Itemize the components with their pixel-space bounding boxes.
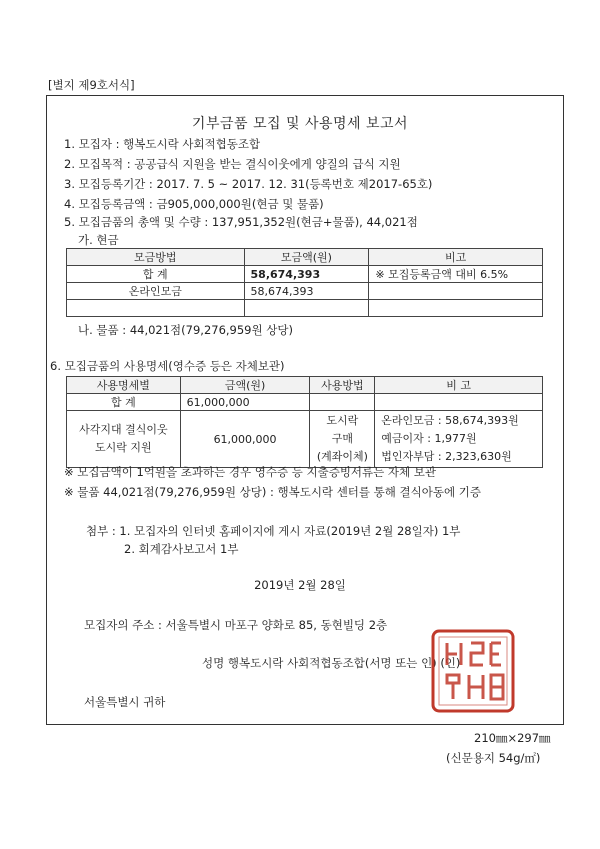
table-cell: 58,674,393 — [244, 283, 369, 300]
usage-table — [66, 376, 543, 468]
method-line: 구매 — [331, 432, 353, 445]
header-cell: 금액(원) — [180, 377, 310, 394]
table-row — [67, 411, 543, 468]
header-cell: 비 고 — [375, 377, 543, 394]
table-cell — [244, 300, 369, 317]
table-cell — [369, 300, 543, 317]
note-goods: ※ 물품 44,021점(79,276,959원 상당) : 행복도시락 센터를 통해 결식아동에 기증 — [64, 485, 481, 499]
table-cell — [67, 300, 245, 317]
cash-table-header — [67, 249, 543, 266]
recipient: 서울특별시 귀하 — [84, 695, 166, 709]
table-row — [67, 300, 543, 317]
table-row — [67, 283, 543, 300]
applicant-address: 모집자의 주소 : 서울특별시 마포구 양화로 85, 동현빌딩 2층 — [84, 618, 388, 632]
header-cell: 사용방법 — [310, 377, 375, 394]
usage-table-header — [67, 377, 543, 394]
method-line: 도시락 — [326, 414, 359, 427]
form-number-label: [별지 제9호서식] — [48, 78, 135, 92]
header-cell: 사용명세별 — [67, 377, 181, 394]
table-cell: 온라인모금 — [67, 283, 245, 300]
table-cell: 61,000,000 — [180, 394, 310, 411]
usage-name-line: 도시락 지원 — [95, 441, 152, 454]
note-line: 온라인모금 : 58,674,393원 — [381, 414, 519, 427]
attachment-1: 첨부 : 1. 모집자의 인터넷 홈페이지에 게시 자료(2019년 2월 28일자) 1부 — [86, 524, 461, 538]
header-cell: 비고 — [369, 249, 543, 266]
method-line: (계좌이체) — [316, 450, 368, 463]
item-purpose: 2. 모집목적 : 공공급식 지원을 받는 결식이웃에게 양질의 급식 지원 — [64, 157, 401, 171]
goods-line: 나. 물품 : 44,021점(79,276,959원 상당) — [78, 323, 293, 337]
attachment-2: 2. 회계감사보고서 1부 — [124, 542, 239, 556]
table-cell: 합 계 — [67, 266, 245, 283]
table-row — [67, 266, 543, 283]
table-cell: ※ 모집등록금액 대비 6.5% — [369, 266, 543, 283]
applicant-name: 성명 행복도시락 사회적협동조합(서명 또는 인) (인) — [202, 656, 461, 670]
cash-table — [66, 248, 543, 317]
paper-size: 210㎜×297㎜ — [474, 731, 551, 745]
header-cell: 모금액(원) — [244, 249, 369, 266]
table-cell — [369, 283, 543, 300]
usage-heading: 6. 모집금품의 사용명세(영수증 등은 자체보관) — [50, 359, 285, 373]
item-period: 3. 모집등록기간 : 2017. 7. 5 ~ 2017. 12. 31(등록번호 제2017-65호) — [64, 177, 433, 191]
note-line: 법인자부담 : 2,323,630원 — [381, 450, 512, 463]
report-title: 기부금품 모집 및 사용명세 보고서 — [191, 116, 409, 132]
header-cell: 모금방법 — [67, 249, 245, 266]
usage-amount-cell: 61,000,000 — [180, 411, 310, 468]
note-receipts: ※ 모집금액이 1억원을 초과하는 경우 영수증 등 지출증빙서류는 자체 보관 — [64, 465, 437, 479]
usage-name-cell — [67, 411, 181, 468]
table-cell: 58,674,393 — [244, 266, 369, 283]
note-line: 예금이자 : 1,977원 — [381, 432, 477, 445]
item-total: 5. 모집금품의 총액 및 수량 : 137,951,352원(현금+물품), 44,021점 — [64, 215, 418, 229]
usage-method-cell — [310, 411, 375, 468]
cash-heading: 가. 현금 — [78, 233, 119, 247]
table-row — [67, 394, 543, 411]
paper-type: (신문용지 54g/㎡) — [446, 751, 541, 765]
report-date: 2019년 2월 28일 — [254, 578, 346, 592]
table-cell — [310, 394, 375, 411]
item-registered-amount: 4. 모집등록금액 : 금905,000,000원(현금 및 물품) — [64, 197, 324, 211]
usage-note-cell — [375, 411, 543, 468]
usage-name-line: 사각지대 결식이웃 — [79, 423, 168, 436]
item-applicant: 1. 모집자 : 행복도시락 사회적협동조합 — [64, 137, 261, 151]
official-seal-icon — [429, 627, 517, 715]
table-cell: 합 계 — [67, 394, 181, 411]
table-cell — [375, 394, 543, 411]
